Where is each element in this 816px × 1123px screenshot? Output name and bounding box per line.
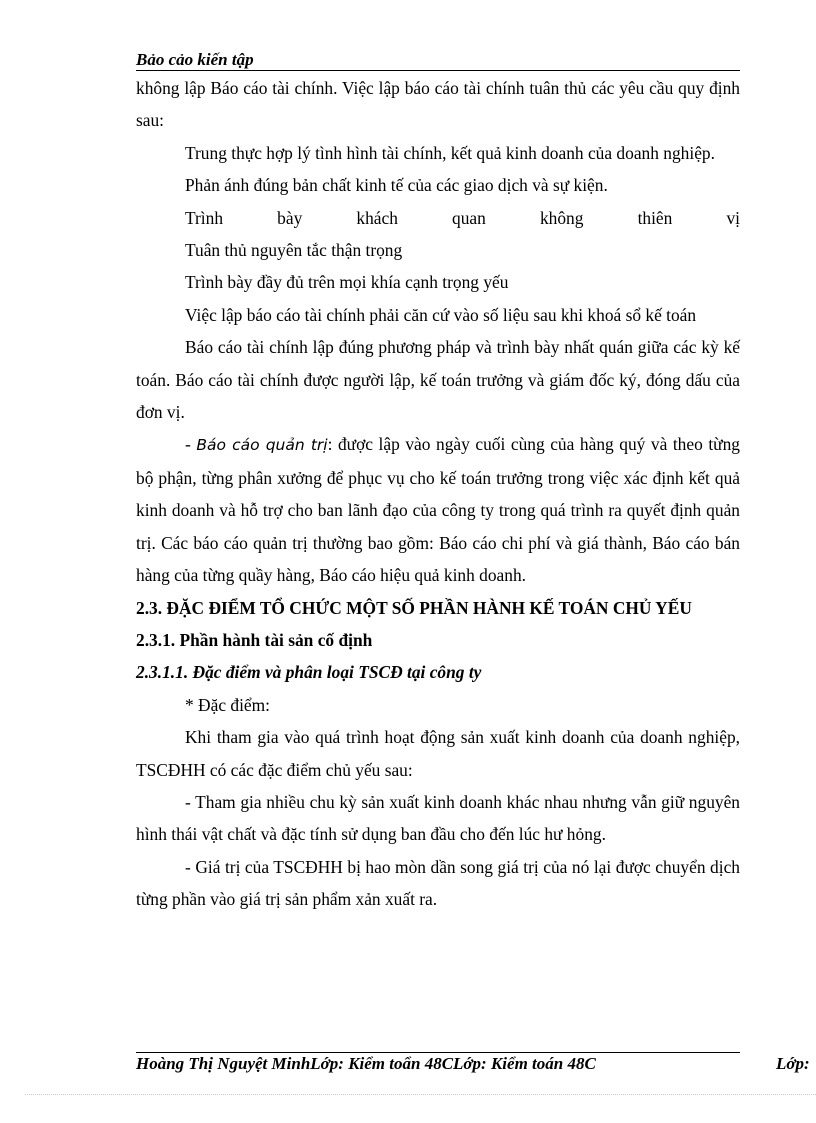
page-bottom-dotted-line bbox=[25, 1094, 816, 1095]
paragraph: - Tham gia nhiều chu kỳ sản xuất kinh doanh khác nhau nhưng vẫn giữ nguyên hình thái vật chất và đặc tính sử dụng ban đầu cho đến lúc hư hỏng. bbox=[136, 791, 740, 845]
paragraph: Tuân thủ nguyên tắc thận trọng bbox=[185, 240, 403, 261]
bullet-dash: - bbox=[185, 434, 197, 455]
subsection-heading: 2.3.1. Phần hành tài sản cố định bbox=[136, 629, 373, 650]
paragraph: Trung thực hợp lý tình hình tài chính, kết quả kinh doanh của doanh nghiệp. bbox=[185, 142, 715, 163]
paragraph: Trình bày khách quan không thiên vị bbox=[185, 207, 740, 228]
paragraph: không lập Báo cáo tài chính. Việc lập báo cáo tài chính tuân thủ các yêu cầu quy định sau: bbox=[136, 78, 740, 131]
section-heading: 2.3. ĐẶC ĐIỂM TỔ CHỨC MỘT SỐ PHẦN HÀNH KẾ TOÁN CHỦ YẾU bbox=[136, 597, 692, 618]
paragraph: Khi tham gia vào quá trình hoạt động sản xuất kinh doanh của doanh nghiệp, TSCĐHH có các đặc điểm chủ yếu sau: bbox=[136, 727, 740, 780]
paragraph: * Đặc điểm: bbox=[185, 694, 270, 715]
page-footer-right: Lớp: bbox=[776, 1054, 810, 1073]
term-management-report: Báo cáo quản trị bbox=[196, 436, 328, 455]
subsubsection-heading: 2.3.1.1. Đặc điểm và phân loại TSCĐ tại công ty bbox=[136, 662, 482, 683]
page-footer: Hoàng Thị Nguyệt MinhLớp: Kiểm toẩn 48CLớp: Kiểm toán 48C bbox=[136, 1054, 596, 1073]
page-header: Bảo cảo kiến tập bbox=[136, 50, 740, 71]
paragraph: Việc lập báo cáo tài chính phải căn cứ vào số liệu sau khi khoá sổ kế toán bbox=[185, 304, 697, 325]
page-content bbox=[136, 72, 740, 916]
paragraph-text: : được lập vào ngày cuối cùng của hàng quý và theo từng bộ phận, từng phân xưởng để phục vụ cho kế toán trưởng trong việc xác định kết quả kinh doanh và hỗ trợ cho ban lãnh đạo của công ty trong quá trình ra quyết định quản trị. Các báo cáo quản trị thường bao gồm: Báo cáo chi phí và giá thành, Báo cáo bán hàng của từng quầy hàng, Báo cáo hiệu quả kinh doanh. bbox=[136, 434, 740, 586]
paragraph: Phản ánh đúng bản chất kinh tế của các giao dịch và sự kiện. bbox=[185, 175, 608, 196]
paragraph: Trình bày đầy đủ trên mọi khía cạnh trọng yếu bbox=[185, 272, 509, 293]
paragraph: - Giá trị của TSCĐHH bị hao mòn dần song giá trị của nó lại được chuyển dịch từng phần vào giá trị sản phẩm xản xuất ra. bbox=[136, 856, 740, 910]
paragraph-management-report bbox=[136, 428, 740, 591]
footer-divider bbox=[136, 1052, 740, 1053]
paragraph: Báo cáo tài chính lập đúng phương pháp và trình bày nhất quán giữa các kỳ kế toán. Báo cáo tài chính được người lập, kế toán trưởng và giám đốc ký, đóng dấu của đơn vị. bbox=[136, 337, 740, 423]
